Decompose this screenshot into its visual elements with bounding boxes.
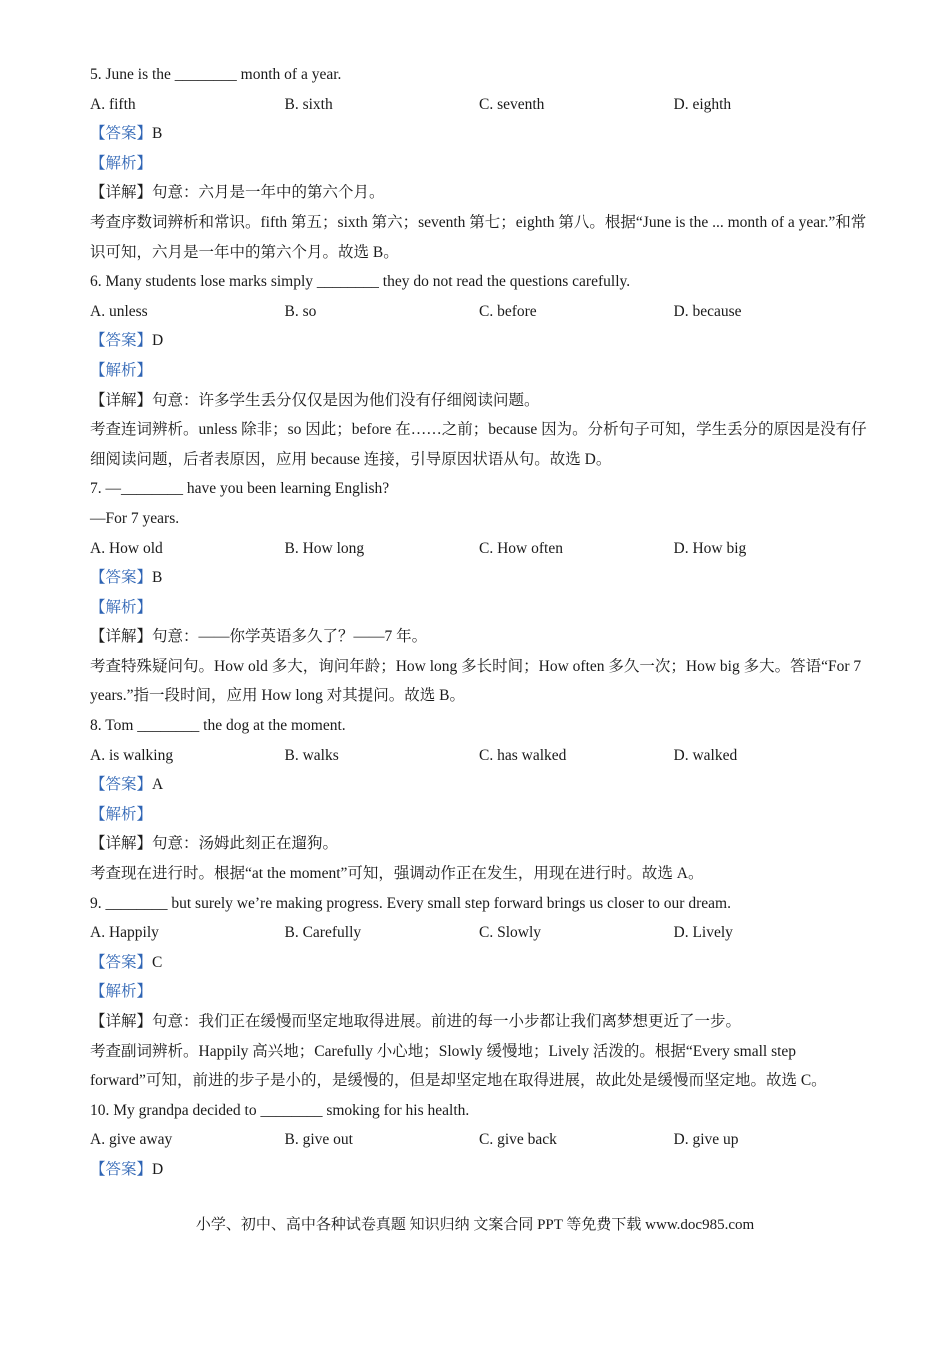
answer-value: C (152, 953, 163, 971)
detail-label: 【详解】 (90, 184, 153, 202)
option-d: D. How big (673, 539, 747, 557)
option-c: C. give back (479, 1131, 557, 1149)
question-9-options (90, 918, 870, 948)
option-a: A. How old (90, 539, 163, 557)
option-d: D. walked (673, 746, 738, 764)
question-9-answer (90, 948, 870, 978)
question-5-explanation: 考查序数词辨析和常识。fifth 第五；sixth 第六；seventh 第七；eighth 第八。根据“June is the ... month of a year.”和常识可知，六月是一年中的第六个月。故选 B。 (90, 213, 867, 261)
option-a: A. give away (90, 1131, 173, 1149)
analysis-label: 【解析】 (90, 154, 153, 172)
question-7-explanation: 考查特殊疑问句。How old 多大，询问年龄；How long 多长时间；How often 多久一次；How big 多大。答语“For 7 years.”指一段时间，应用 How long 对其提问。故选 B。 (90, 657, 862, 705)
option-a: A. unless (90, 302, 148, 320)
question-6-options (90, 297, 870, 327)
question-6-explanation: 考查连词辨析。unless 除非；so 因此；before 在……之前；because 因为。分析句子可知，学生丢分的原因是没有仔细阅读问题，后者表原因，应用 because 连接，引导原因状语从句。故选 D。 (90, 421, 867, 468)
question-8-stem: 8. Tom ________ the dog at the moment. (90, 717, 346, 735)
answer-value: D (152, 1160, 164, 1178)
detail-label: 【详解】 (90, 391, 153, 409)
question-9-stem: 9. ________ but surely we’re making progress. Every small step forward brings us closer to our dream. (90, 894, 731, 912)
question-9-explanation: 考查副词辨析。Happily 高兴地；Carefully 小心地；Slowly 缓慢地；Lively 活泼的。根据“Every small step forward”可知，前进的步子是小的，是缓慢的，但是却坚定地在取得进展，故此处是缓慢而坚定地。故选 C。 (90, 1042, 827, 1090)
page-footer: 小学、初中、高中各种试卷真题 知识归纳 文案合同 PPT 等免费下载 www.doc985.com (195, 1217, 755, 1233)
meaning-text: 句意：我们正在缓慢而坚定地取得进展。前进的每一小步都让我们离梦想更近了一步。 (152, 1013, 742, 1030)
question-10-answer (90, 1155, 870, 1185)
option-b: B. give out (284, 1131, 353, 1149)
meaning-text: 句意：许多学生丢分仅仅是因为他们没有仔细阅读问题。 (152, 391, 540, 409)
question-8-explanation: 考查现在进行时。根据“at the moment”可知，强调动作正在发生，用现在进行时。故选 A。 (90, 865, 704, 883)
option-c: C. has walked (479, 746, 567, 764)
question-7-meaning (90, 622, 870, 652)
option-c: C. before (479, 302, 537, 320)
analysis-label: 【解析】 (90, 983, 153, 1001)
detail-label: 【详解】 (90, 835, 153, 853)
question-10-options (90, 1125, 870, 1155)
analysis-label: 【解析】 (90, 361, 153, 379)
document-page (90, 60, 870, 1185)
answer-label: 【答案】 (90, 332, 153, 350)
question-9-meaning (90, 1007, 870, 1037)
option-d: D. eighth (673, 95, 732, 113)
analysis-label: 【解析】 (90, 598, 153, 616)
question-5-options (90, 90, 870, 120)
option-b: B. so (284, 302, 317, 320)
question-7-reply: —For 7 years. (90, 509, 180, 527)
meaning-text: 句意：六月是一年中的第六个月。 (152, 184, 385, 202)
option-b: B. Carefully (284, 924, 362, 942)
option-a: A. Happily (90, 924, 159, 942)
answer-value: B (152, 569, 163, 587)
option-a: A. fifth (90, 95, 136, 113)
question-7-answer (90, 563, 870, 593)
option-d: D. give up (673, 1131, 739, 1149)
question-7-options (90, 534, 870, 564)
answer-label: 【答案】 (90, 125, 153, 143)
option-d: D. because (673, 302, 742, 320)
detail-label: 【详解】 (90, 628, 153, 646)
option-c: C. Slowly (479, 924, 542, 942)
detail-label: 【详解】 (90, 1013, 153, 1030)
option-c: C. How often (479, 539, 563, 557)
question-6-answer (90, 326, 870, 356)
analysis-label: 【解析】 (90, 805, 153, 823)
question-10-stem: 10. My grandpa decided to ________ smoking for his health. (90, 1101, 470, 1119)
option-b: B. walks (284, 746, 339, 764)
answer-label: 【答案】 (90, 569, 153, 587)
question-5-answer (90, 119, 870, 149)
option-c: C. seventh (479, 95, 545, 113)
question-5-meaning (90, 178, 870, 208)
option-d: D. Lively (673, 924, 733, 942)
option-b: B. sixth (284, 95, 333, 113)
answer-label: 【答案】 (90, 953, 153, 971)
answer-value: A (152, 776, 164, 794)
option-b: B. How long (284, 539, 365, 557)
answer-label: 【答案】 (90, 1160, 153, 1178)
question-6-meaning (90, 386, 870, 416)
question-6-stem: 6. Many students lose marks simply ________ they do not read the questions carefully. (90, 273, 631, 291)
question-7-stem: 7. —________ have you been learning English? (90, 480, 390, 498)
answer-value: B (152, 125, 163, 143)
question-8-options (90, 741, 870, 771)
meaning-text: 句意：——你学英语多久了？——7 年。 (152, 628, 428, 646)
meaning-text: 句意：汤姆此刻正在遛狗。 (152, 835, 339, 853)
answer-label: 【答案】 (90, 776, 153, 794)
answer-value: D (152, 332, 164, 350)
question-8-meaning (90, 829, 870, 859)
option-a: A. is walking (90, 746, 174, 764)
question-8-answer (90, 770, 870, 800)
question-5-stem: 5. June is the ________ month of a year. (90, 66, 342, 83)
